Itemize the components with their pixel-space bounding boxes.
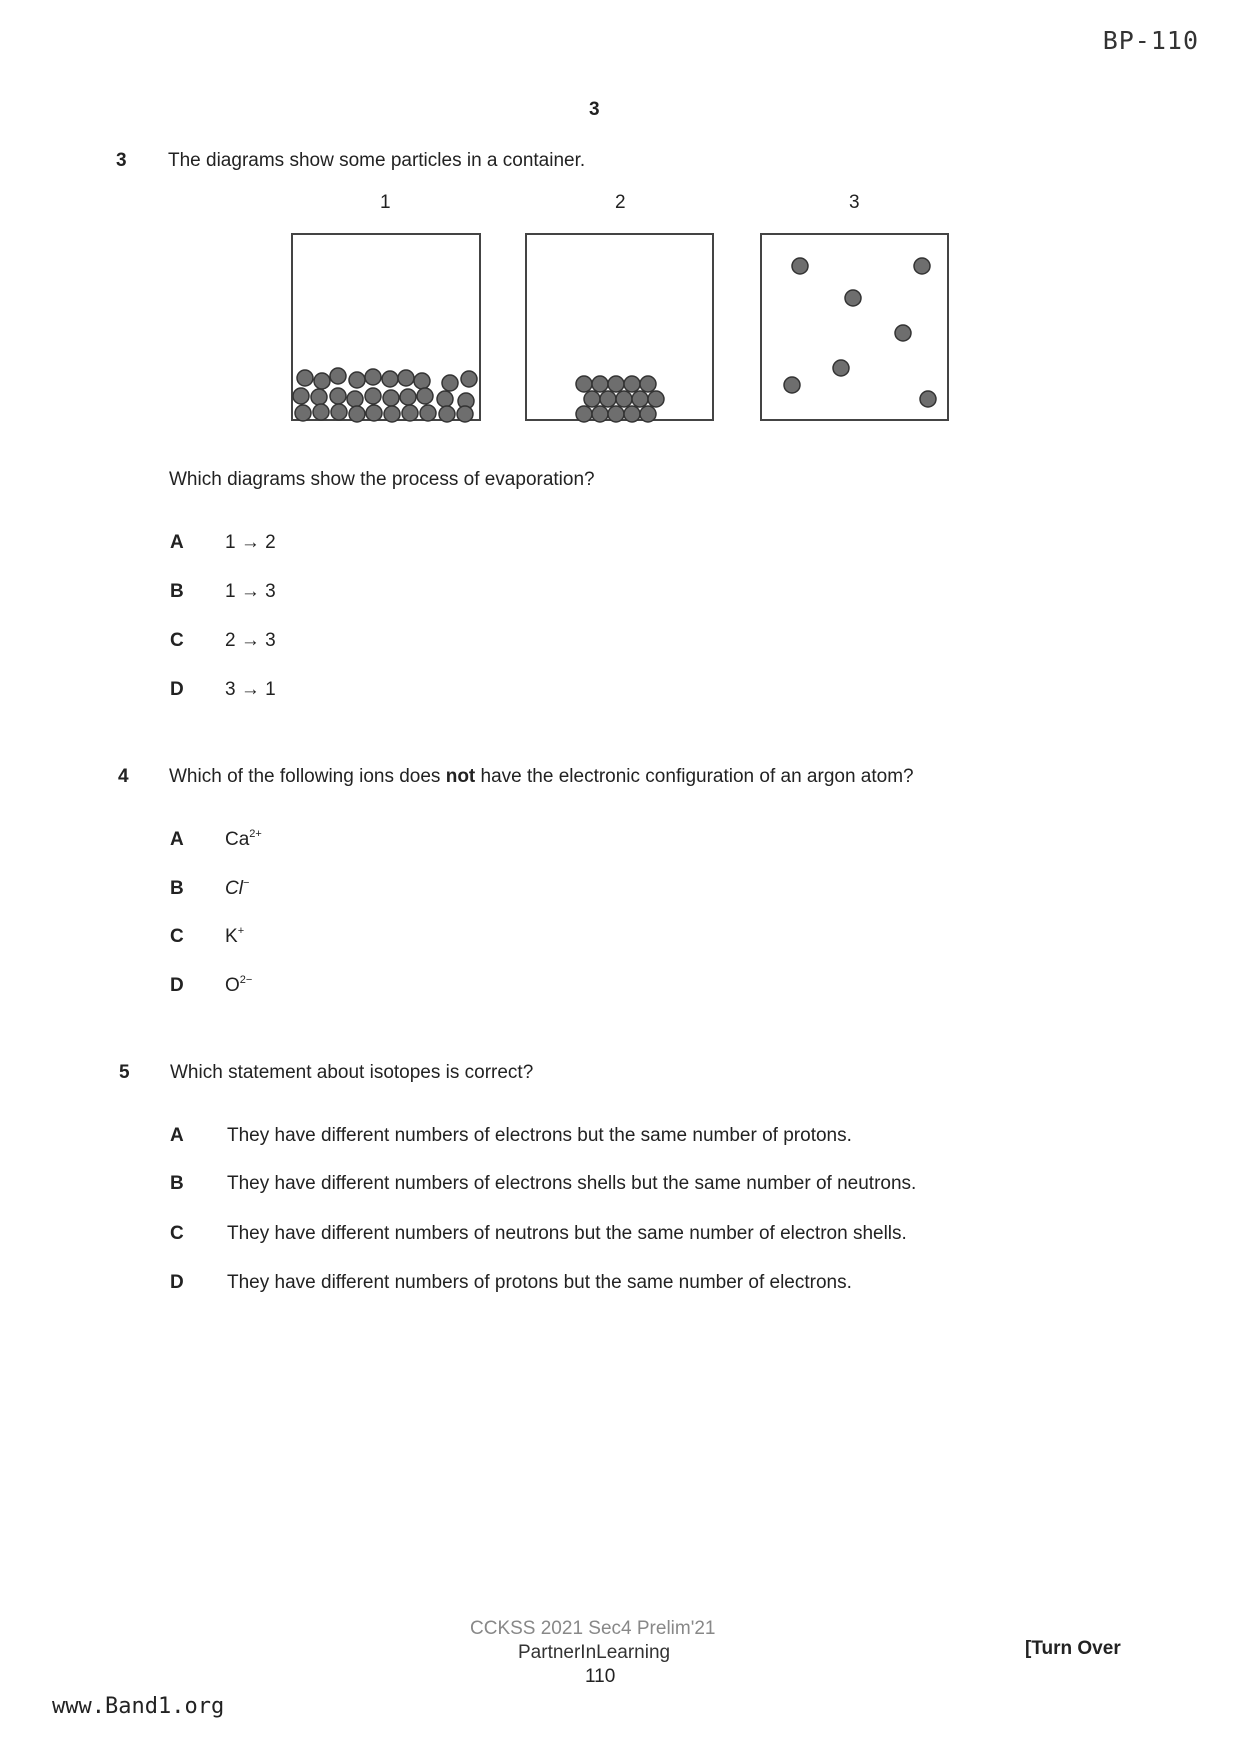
option-letter: C — [170, 630, 184, 651]
particle — [414, 373, 430, 389]
ion-symbol: O — [225, 975, 240, 996]
particle — [442, 375, 458, 391]
particle — [592, 406, 608, 422]
option-letter: A — [170, 829, 184, 850]
document-code: BP-110 — [1102, 26, 1199, 55]
option-letter: C — [170, 926, 184, 947]
option-letter: B — [170, 581, 184, 602]
option-text: 1 → 3 — [225, 581, 276, 602]
ion-symbol: Cl — [225, 878, 243, 899]
ion-symbol: Ca — [225, 829, 250, 850]
particle — [624, 406, 640, 422]
particle — [365, 369, 381, 385]
particle — [640, 406, 656, 422]
particle — [608, 376, 624, 392]
option-text: 2 → 3 — [225, 630, 276, 651]
particle — [833, 360, 849, 376]
watermark: www.Band1.org — [52, 1694, 225, 1719]
particle — [608, 406, 624, 422]
particle — [295, 405, 311, 421]
particle — [384, 406, 400, 422]
ion-charge: 2+ — [249, 828, 262, 840]
ion-charge: 2− — [239, 974, 253, 986]
option-text: They have different numbers of electrons but the same number of protons. — [227, 1125, 852, 1146]
diagram-label-3: 3 — [849, 192, 860, 213]
particle — [616, 391, 632, 407]
option-letter: D — [170, 1272, 184, 1293]
particle — [382, 371, 398, 387]
footer-overlay-text: PartnerInLearning — [518, 1642, 671, 1663]
particle — [895, 325, 911, 341]
particle — [461, 371, 477, 387]
particle — [576, 406, 592, 422]
particle — [365, 388, 381, 404]
option-letter: B — [170, 878, 184, 899]
particle — [845, 290, 861, 306]
particle — [437, 391, 453, 407]
particle — [624, 376, 640, 392]
particle — [402, 405, 418, 421]
option-letter: B — [170, 1173, 184, 1194]
particle — [297, 370, 313, 386]
option-ion — [225, 829, 262, 851]
q5-text: Which statement about isotopes is correct? — [170, 1062, 534, 1083]
particle — [347, 391, 363, 407]
particle — [349, 406, 365, 422]
option-letter: D — [170, 975, 184, 996]
particle — [330, 388, 346, 404]
q3-prompt: Which diagrams show the process of evaporation? — [169, 469, 595, 490]
particles-layer — [0, 0, 1239, 500]
option-ion — [225, 975, 252, 997]
particle — [420, 405, 436, 421]
page-number: 3 — [589, 99, 600, 120]
particle — [592, 376, 608, 392]
option-letter: C — [170, 1223, 184, 1244]
particle — [331, 404, 347, 420]
ion-symbol: K — [225, 926, 238, 947]
q4-text — [169, 766, 914, 788]
option-text: 3 → 1 — [225, 679, 276, 700]
q3-text: The diagrams show some particles in a container. — [168, 150, 586, 171]
particle — [311, 389, 327, 405]
q4-text-bold: not — [445, 766, 476, 787]
particle — [457, 406, 473, 422]
particle — [784, 377, 800, 393]
particle — [632, 391, 648, 407]
particle — [417, 388, 433, 404]
diagram-label-1: 1 — [380, 192, 391, 213]
particle — [640, 376, 656, 392]
q4-text-after: have the electronic configuration of an argon atom? — [475, 766, 914, 787]
option-text: They have different numbers of protons but the same number of electrons. — [227, 1272, 852, 1293]
particle — [914, 258, 930, 274]
option-letter: D — [170, 679, 184, 700]
q4-number: 4 — [118, 766, 129, 787]
ion-charge: + — [237, 925, 245, 937]
option-text: They have different numbers of electrons shells but the same number of neutrons. — [227, 1173, 917, 1194]
option-letter: A — [170, 1125, 184, 1146]
particle — [366, 405, 382, 421]
option-ion — [225, 926, 244, 948]
particle — [400, 389, 416, 405]
option-letter: A — [170, 532, 184, 553]
option-ion — [225, 878, 249, 900]
turn-over-label: [Turn Over — [1025, 1638, 1121, 1659]
ion-charge: − — [242, 877, 250, 889]
footer-exam-line: CCKSS 2021 Sec4 Prelim'21 — [470, 1618, 716, 1639]
particle — [330, 368, 346, 384]
particle — [792, 258, 808, 274]
particle — [398, 370, 414, 386]
option-text: 1 → 2 — [225, 532, 276, 553]
option-text: They have different numbers of neutrons but the same number of electron shells. — [227, 1223, 907, 1244]
particle — [314, 373, 330, 389]
diagram-label-2: 2 — [615, 192, 626, 213]
particle — [600, 391, 616, 407]
q4-text-before: Which of the following ions does — [169, 766, 446, 787]
particle — [648, 391, 664, 407]
particle — [349, 372, 365, 388]
particle — [576, 376, 592, 392]
particle — [383, 390, 399, 406]
footer-page: 110 — [585, 1666, 616, 1687]
q5-number: 5 — [119, 1062, 130, 1083]
particle — [313, 404, 329, 420]
particle — [293, 388, 309, 404]
particle — [584, 391, 600, 407]
q3-number: 3 — [116, 150, 127, 171]
particle — [439, 406, 455, 422]
particle — [920, 391, 936, 407]
